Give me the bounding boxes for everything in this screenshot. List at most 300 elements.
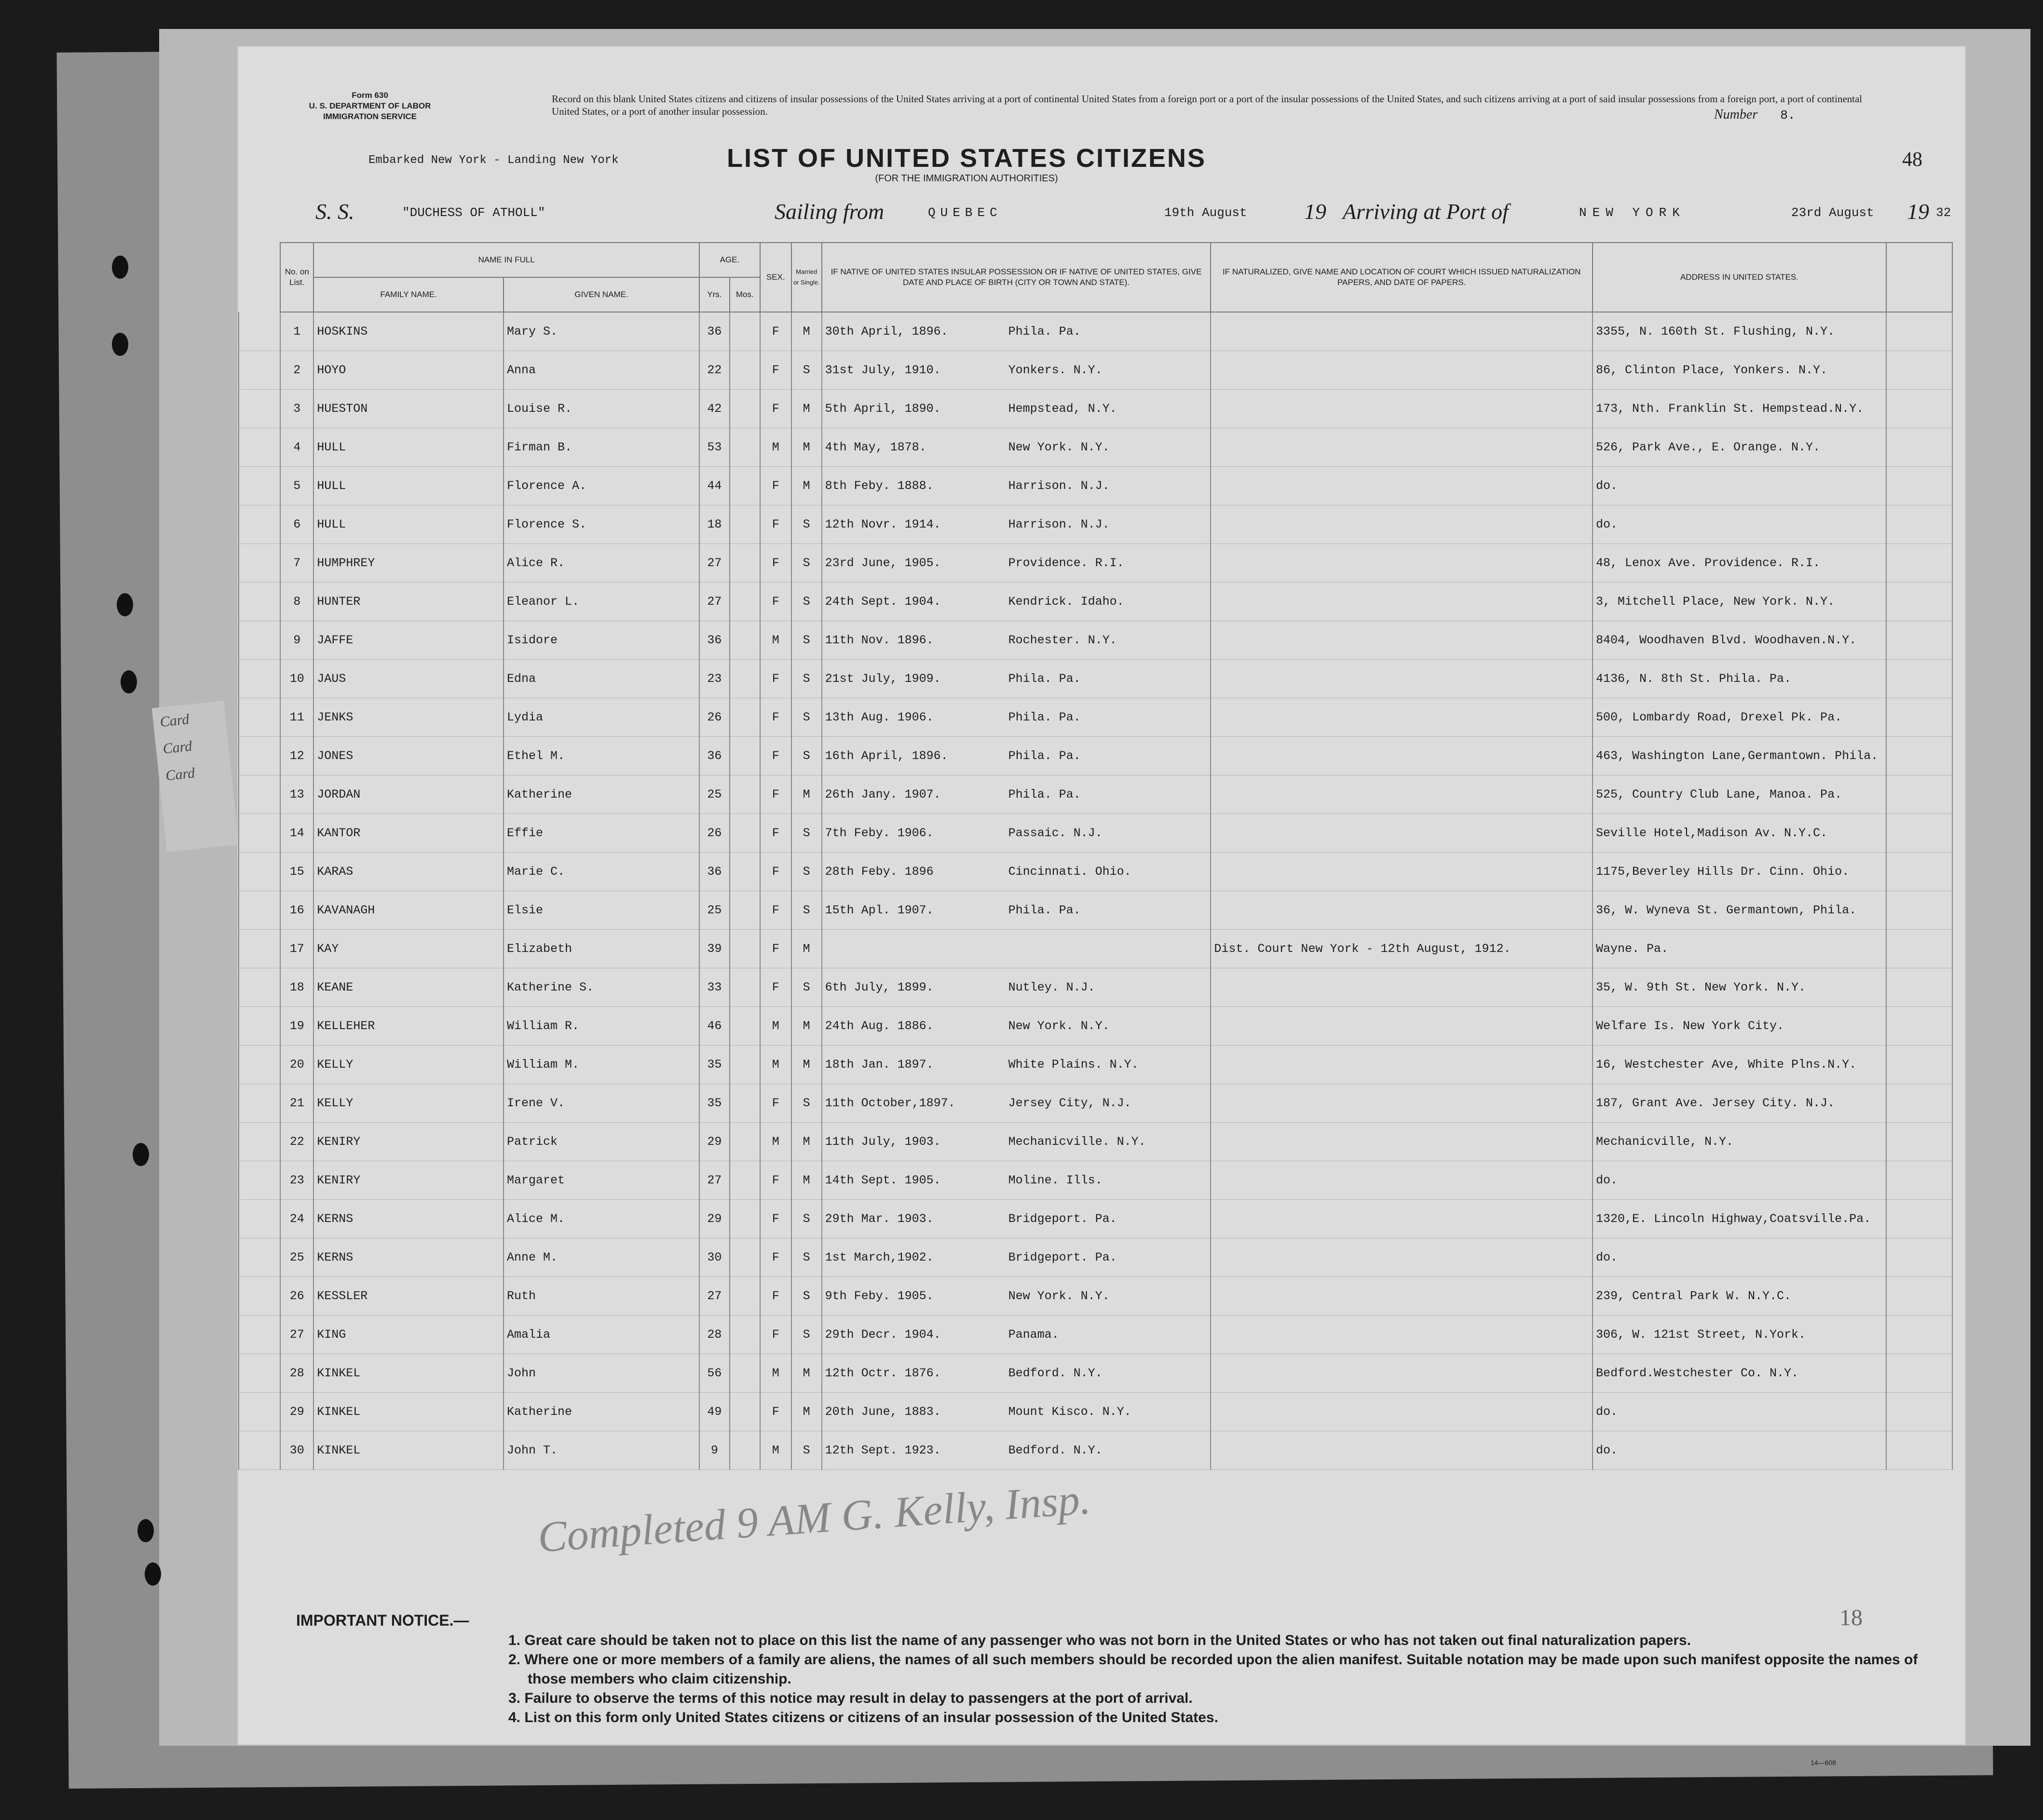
birth-date: 11th July, 1903. xyxy=(825,1135,941,1149)
naturalization xyxy=(1211,1316,1593,1354)
birth-place: Phila. Pa. xyxy=(1008,903,1081,917)
arrival-port: NEW YORK xyxy=(1579,205,1686,220)
birth-date-place xyxy=(822,467,1211,505)
family-name: KINKEL xyxy=(313,1393,504,1431)
us-address: Mechanicville, N.Y. xyxy=(1593,1123,1886,1161)
naturalization: Dist. Court New York - 12th August, 1912. xyxy=(1211,930,1593,968)
age-months xyxy=(730,583,760,621)
birth-date-place xyxy=(822,968,1211,1007)
us-address: 463, Washington Lane,Germantown. Phila. xyxy=(1593,737,1886,775)
birth-date-place xyxy=(822,312,1211,351)
col-birth: IF NATIVE OF UNITED STATES INSULAR POSSESSION OR IF NATIVE OF UNITED STATES, GIVE DATE AND PLACE OF BIRTH (CITY OR TOWN AND STATE). xyxy=(822,243,1211,312)
family-name: JAFFE xyxy=(313,621,504,660)
given-name: Ethel M. xyxy=(504,737,699,775)
given-name: Patrick xyxy=(504,1123,699,1161)
table-row xyxy=(239,1046,1952,1084)
age-years: 56 xyxy=(699,1354,730,1393)
row-margin xyxy=(239,428,280,467)
table-row xyxy=(239,390,1952,428)
birth-date: 9th Feby. 1905. xyxy=(825,1289,934,1303)
number-label: Number xyxy=(1714,107,1758,122)
row-end xyxy=(1886,1007,1952,1046)
given-name: Alice R. xyxy=(504,544,699,583)
family-name: HOSKINS xyxy=(313,312,504,351)
marital-status: S xyxy=(791,1238,822,1277)
table-row xyxy=(239,621,1952,660)
row-end xyxy=(1886,1046,1952,1084)
table-row xyxy=(239,583,1952,621)
row-number: 4 xyxy=(280,428,313,467)
sex: F xyxy=(760,930,791,968)
age-months xyxy=(730,1393,760,1431)
family-name: JORDAN xyxy=(313,775,504,814)
family-name: KELLEHER xyxy=(313,1007,504,1046)
marital-status: M xyxy=(791,930,822,968)
naturalization xyxy=(1211,390,1593,428)
us-address: 16, Westchester Ave, White Plns.N.Y. xyxy=(1593,1046,1886,1084)
row-end xyxy=(1886,1354,1952,1393)
family-name: KEANE xyxy=(313,968,504,1007)
year-prefix: 19 xyxy=(1304,199,1326,224)
table-row xyxy=(239,428,1952,467)
ship-name: "DUCHESS OF ATHOLL" xyxy=(402,205,545,220)
year-prefix-2: 19 xyxy=(1907,199,1929,224)
us-address: Wayne. Pa. xyxy=(1593,930,1886,968)
family-name: KAY xyxy=(313,930,504,968)
row-margin xyxy=(239,1084,280,1123)
birth-date: 24th Sept. 1904. xyxy=(825,595,941,609)
birth-date-place xyxy=(822,544,1211,583)
birth-place: Kendrick. Idaho. xyxy=(1008,595,1124,609)
age-months xyxy=(730,621,760,660)
row-end xyxy=(1886,814,1952,853)
birth-date: 29th Decr. 1904. xyxy=(825,1328,941,1342)
naturalization xyxy=(1211,1354,1593,1393)
row-end xyxy=(1886,544,1952,583)
birth-date: 12th Novr. 1914. xyxy=(825,517,941,531)
given-name: Marie C. xyxy=(504,853,699,891)
naturalization xyxy=(1211,544,1593,583)
row-end xyxy=(1886,660,1952,698)
col-naturalized: IF NATURALIZED, GIVE NAME AND LOCATION OF COURT WHICH ISSUED NATURALIZATION PAPERS, AND DATE OF PAPERS. xyxy=(1211,243,1593,312)
marital-status: M xyxy=(791,390,822,428)
marital-status: S xyxy=(791,505,822,544)
us-address: 1175,Beverley Hills Dr. Cinn. Ohio. xyxy=(1593,853,1886,891)
naturalization xyxy=(1211,775,1593,814)
row-margin xyxy=(239,1200,280,1238)
family-name: KARAS xyxy=(313,853,504,891)
sex: F xyxy=(760,583,791,621)
row-end xyxy=(1886,1123,1952,1161)
birth-date: 5th April, 1890. xyxy=(825,402,941,416)
row-number: 14 xyxy=(280,814,313,853)
age-months xyxy=(730,1123,760,1161)
side-tab-label: Card xyxy=(164,765,196,784)
marital-status: S xyxy=(791,1277,822,1316)
row-margin xyxy=(239,312,280,351)
sex: F xyxy=(760,1277,791,1316)
marital-status: S xyxy=(791,660,822,698)
row-number: 30 xyxy=(280,1431,313,1470)
naturalization xyxy=(1211,1084,1593,1123)
row-end xyxy=(1886,312,1952,351)
age-months xyxy=(730,660,760,698)
age-years: 18 xyxy=(699,505,730,544)
birth-date: 18th Jan. 1897. xyxy=(825,1058,934,1072)
us-address: Welfare Is. New York City. xyxy=(1593,1007,1886,1046)
birth-date-place xyxy=(822,1084,1211,1123)
birth-date-place xyxy=(822,1354,1211,1393)
row-number: 6 xyxy=(280,505,313,544)
row-number: 7 xyxy=(280,544,313,583)
row-end xyxy=(1886,968,1952,1007)
row-margin xyxy=(239,621,280,660)
naturalization xyxy=(1211,1200,1593,1238)
family-name: HUNTER xyxy=(313,583,504,621)
number-value: 8. xyxy=(1780,108,1796,122)
row-margin xyxy=(239,930,280,968)
us-address: do. xyxy=(1593,467,1886,505)
row-number: 27 xyxy=(280,1316,313,1354)
birth-date-place xyxy=(822,428,1211,467)
birth-date-place xyxy=(822,1393,1211,1431)
age-months xyxy=(730,930,760,968)
family-name: KING xyxy=(313,1316,504,1354)
given-name: Florence A. xyxy=(504,467,699,505)
age-years: 23 xyxy=(699,660,730,698)
col-family-name: FAMILY NAME. xyxy=(313,277,504,312)
col-given-name: GIVEN NAME. xyxy=(504,277,699,312)
department: U. S. DEPARTMENT OF LABOR xyxy=(309,101,431,110)
row-end xyxy=(1886,891,1952,930)
arriving-label: Arriving at Port of xyxy=(1343,199,1509,224)
age-years: 42 xyxy=(699,390,730,428)
marital-status: M xyxy=(791,312,822,351)
naturalization xyxy=(1211,1161,1593,1200)
family-name: KELLY xyxy=(313,1046,504,1084)
col-address: ADDRESS IN UNITED STATES. xyxy=(1593,243,1886,312)
table-row xyxy=(239,814,1952,853)
birth-date-place xyxy=(822,390,1211,428)
age-months xyxy=(730,1238,760,1277)
age-years: 29 xyxy=(699,1123,730,1161)
naturalization xyxy=(1211,1277,1593,1316)
sex: M xyxy=(760,1123,791,1161)
birth-place: New York. N.Y. xyxy=(1008,440,1110,454)
birth-date: 1st March,1902. xyxy=(825,1250,934,1264)
row-margin xyxy=(239,737,280,775)
age-years: 27 xyxy=(699,1277,730,1316)
passenger-rows xyxy=(239,312,1952,1470)
family-name: KESSLER xyxy=(313,1277,504,1316)
marital-status: M xyxy=(791,1393,822,1431)
given-name: Elsie xyxy=(504,891,699,930)
family-name: HOYO xyxy=(313,351,504,390)
table-row xyxy=(239,1123,1952,1161)
family-name: JENKS xyxy=(313,698,504,737)
us-address: do. xyxy=(1593,1238,1886,1277)
marital-status: M xyxy=(791,1354,822,1393)
age-months xyxy=(730,737,760,775)
given-name: William M. xyxy=(504,1046,699,1084)
sex: F xyxy=(760,660,791,698)
given-name: Margaret xyxy=(504,1161,699,1200)
age-years: 46 xyxy=(699,1007,730,1046)
form-code: 14—608 xyxy=(1811,1759,1836,1766)
marital-status: S xyxy=(791,1084,822,1123)
sex: F xyxy=(760,390,791,428)
birth-date-place xyxy=(822,698,1211,737)
sex: F xyxy=(760,544,791,583)
birth-date: 4th May, 1878. xyxy=(825,440,926,454)
table-row xyxy=(239,775,1952,814)
row-number: 22 xyxy=(280,1123,313,1161)
row-margin xyxy=(239,891,280,930)
row-end xyxy=(1886,1316,1952,1354)
row-end xyxy=(1886,1238,1952,1277)
naturalization xyxy=(1211,428,1593,467)
birth-place: New York. N.Y. xyxy=(1008,1019,1110,1033)
sex: F xyxy=(760,1393,791,1431)
birth-date: 6th July, 1899. xyxy=(825,980,934,994)
row-end xyxy=(1886,467,1952,505)
birth-place: Jersey City, N.J. xyxy=(1008,1096,1131,1110)
marital-status: S xyxy=(791,583,822,621)
table-row xyxy=(239,1354,1952,1393)
given-name: Lydia xyxy=(504,698,699,737)
age-months xyxy=(730,1200,760,1238)
sex: F xyxy=(760,814,791,853)
age-years: 26 xyxy=(699,814,730,853)
row-margin xyxy=(239,1123,280,1161)
age-months xyxy=(730,351,760,390)
marital-status: S xyxy=(791,1431,822,1470)
naturalization xyxy=(1211,814,1593,853)
age-months xyxy=(730,1046,760,1084)
birth-date-place xyxy=(822,1431,1211,1470)
row-margin xyxy=(239,505,280,544)
row-number: 23 xyxy=(280,1161,313,1200)
birth-place: Mechanicville. N.Y. xyxy=(1008,1135,1146,1149)
row-end xyxy=(1886,505,1952,544)
row-margin xyxy=(239,467,280,505)
age-years: 36 xyxy=(699,621,730,660)
birth-date-place xyxy=(822,1316,1211,1354)
birth-date: 11th Nov. 1896. xyxy=(825,633,934,647)
us-address: 500, Lombardy Road, Drexel Pk. Pa. xyxy=(1593,698,1886,737)
given-name: Amalia xyxy=(504,1316,699,1354)
age-years: 30 xyxy=(699,1238,730,1277)
family-name: KENIRY xyxy=(313,1161,504,1200)
age-months xyxy=(730,312,760,351)
naturalization xyxy=(1211,312,1593,351)
binder-hole xyxy=(112,333,128,356)
given-name: Florence S. xyxy=(504,505,699,544)
given-name: Effie xyxy=(504,814,699,853)
naturalization xyxy=(1211,621,1593,660)
age-months xyxy=(730,968,760,1007)
birth-place: Bridgeport. Pa. xyxy=(1008,1250,1117,1264)
row-end xyxy=(1886,1084,1952,1123)
table-row xyxy=(239,968,1952,1007)
naturalization xyxy=(1211,737,1593,775)
age-months xyxy=(730,1007,760,1046)
naturalization xyxy=(1211,660,1593,698)
row-margin xyxy=(239,351,280,390)
sex: M xyxy=(760,1046,791,1084)
sex: F xyxy=(760,775,791,814)
row-end xyxy=(1886,1393,1952,1431)
sex: F xyxy=(760,505,791,544)
age-years: 49 xyxy=(699,1393,730,1431)
age-months xyxy=(730,505,760,544)
sex: F xyxy=(760,737,791,775)
marital-status: S xyxy=(791,814,822,853)
sex: M xyxy=(760,1431,791,1470)
row-number: 5 xyxy=(280,467,313,505)
age-months xyxy=(730,1354,760,1393)
row-number: 17 xyxy=(280,930,313,968)
birth-date-place xyxy=(822,930,1211,968)
given-name: Anna xyxy=(504,351,699,390)
age-months xyxy=(730,698,760,737)
age-years: 44 xyxy=(699,467,730,505)
row-end xyxy=(1886,1277,1952,1316)
birth-date-place xyxy=(822,1123,1211,1161)
arrival-date: 23rd August xyxy=(1791,205,1874,220)
marital-status: S xyxy=(791,621,822,660)
age-years: 35 xyxy=(699,1084,730,1123)
us-address: 36, W. Wyneva St. Germantown, Phila. xyxy=(1593,891,1886,930)
table-row xyxy=(239,1007,1952,1046)
age-months xyxy=(730,467,760,505)
family-name: KAVANAGH xyxy=(313,891,504,930)
naturalization xyxy=(1211,1123,1593,1161)
age-months xyxy=(730,814,760,853)
row-margin xyxy=(239,968,280,1007)
marital-status: S xyxy=(791,853,822,891)
given-name: Louise R. xyxy=(504,390,699,428)
age-months xyxy=(730,891,760,930)
col-sex: SEX. xyxy=(760,243,791,312)
birth-place: Harrison. N.J. xyxy=(1008,517,1110,531)
birth-date: 16th April, 1896. xyxy=(825,749,948,763)
marital-status: S xyxy=(791,1316,822,1354)
birth-date: 12th Sept. 1923. xyxy=(825,1443,941,1457)
row-number: 11 xyxy=(280,698,313,737)
table-row xyxy=(239,1277,1952,1316)
embarked-landing: Embarked New York - Landing New York xyxy=(368,154,619,167)
row-margin xyxy=(239,660,280,698)
row-end xyxy=(1886,351,1952,390)
binder-hole xyxy=(112,256,128,279)
birth-place: Harrison. N.J. xyxy=(1008,479,1110,493)
marital-status: S xyxy=(791,698,822,737)
sex: F xyxy=(760,351,791,390)
us-address: 526, Park Ave., E. Orange. N.Y. xyxy=(1593,428,1886,467)
row-end xyxy=(1886,698,1952,737)
row-margin xyxy=(239,390,280,428)
binder-hole xyxy=(117,593,133,616)
table-row xyxy=(239,351,1952,390)
naturalization xyxy=(1211,853,1593,891)
row-end xyxy=(1886,1431,1952,1470)
birth-place: Phila. Pa. xyxy=(1008,325,1081,339)
birth-date-place xyxy=(822,660,1211,698)
age-years: 35 xyxy=(699,1046,730,1084)
col-married: Married or Single. xyxy=(791,243,822,312)
us-address: 239, Central Park W. N.Y.C. xyxy=(1593,1277,1886,1316)
row-number: 12 xyxy=(280,737,313,775)
given-name: Mary S. xyxy=(504,312,699,351)
given-name: Isidore xyxy=(504,621,699,660)
naturalization xyxy=(1211,1007,1593,1046)
age-years: 36 xyxy=(699,737,730,775)
age-years: 25 xyxy=(699,775,730,814)
table-row xyxy=(239,1161,1952,1200)
row-number: 24 xyxy=(280,1200,313,1238)
row-number: 16 xyxy=(280,891,313,930)
birth-date: 14th Sept. 1905. xyxy=(825,1173,941,1187)
row-number: 8 xyxy=(280,583,313,621)
table-row xyxy=(239,467,1952,505)
birth-date-place xyxy=(822,1046,1211,1084)
birth-date: 26th Jany. 1907. xyxy=(825,788,941,801)
row-margin xyxy=(239,1393,280,1431)
birth-place: Bedford. N.Y. xyxy=(1008,1366,1103,1380)
row-number: 3 xyxy=(280,390,313,428)
row-margin xyxy=(239,814,280,853)
sex: M xyxy=(760,1354,791,1393)
table-row xyxy=(239,505,1952,544)
birth-place: Panama. xyxy=(1008,1328,1059,1342)
sex: F xyxy=(760,1200,791,1238)
marital-status: M xyxy=(791,1046,822,1084)
marital-status: M xyxy=(791,775,822,814)
form-identifier xyxy=(290,90,449,122)
row-margin xyxy=(239,775,280,814)
us-address: do. xyxy=(1593,1431,1886,1470)
birth-date: 29th Mar. 1903. xyxy=(825,1212,934,1226)
birth-place: Phila. Pa. xyxy=(1008,749,1081,763)
table-row xyxy=(239,1238,1952,1277)
us-address: Bedford.Westchester Co. N.Y. xyxy=(1593,1354,1886,1393)
birth-date-place xyxy=(822,351,1211,390)
list-number xyxy=(1714,107,1795,122)
row-number: 25 xyxy=(280,1238,313,1277)
table-row xyxy=(239,737,1952,775)
row-end xyxy=(1886,428,1952,467)
birth-date-place xyxy=(822,775,1211,814)
naturalization xyxy=(1211,968,1593,1007)
naturalization xyxy=(1211,583,1593,621)
given-name: John xyxy=(504,1354,699,1393)
age-months xyxy=(730,1161,760,1200)
age-years: 36 xyxy=(699,312,730,351)
row-end xyxy=(1886,583,1952,621)
given-name: Edna xyxy=(504,660,699,698)
col-name-in-full: NAME IN FULL xyxy=(313,243,699,277)
age-years: 33 xyxy=(699,968,730,1007)
col-age: AGE. xyxy=(699,243,760,277)
birth-date-place xyxy=(822,1238,1211,1277)
naturalization xyxy=(1211,351,1593,390)
birth-date-place xyxy=(822,1161,1211,1200)
notice-item: 3. Failure to observe the terms of this notice may result in delay to passengers at the port of arrival. xyxy=(508,1690,1193,1706)
age-years: 39 xyxy=(699,930,730,968)
family-name: KERNS xyxy=(313,1200,504,1238)
birth-date-place xyxy=(822,853,1211,891)
